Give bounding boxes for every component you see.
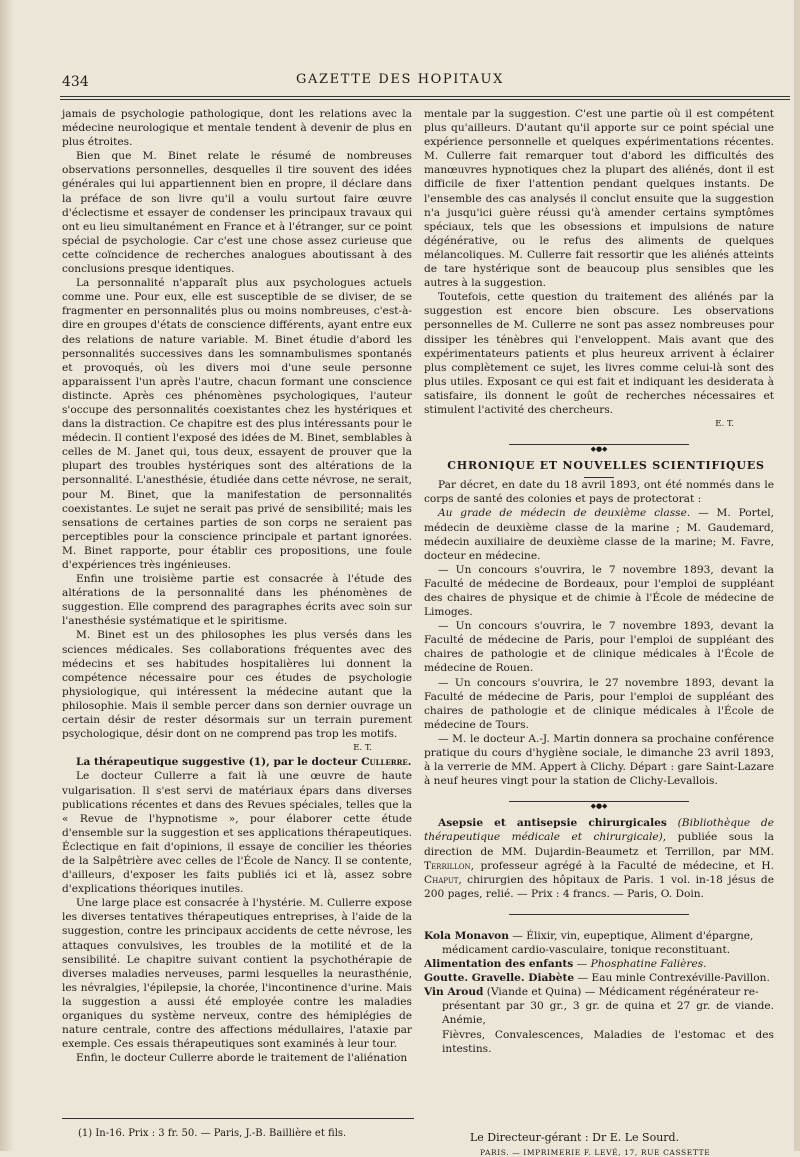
review-title: La thérapeutique suggestive bbox=[76, 756, 246, 769]
book-title: Asepsie et antisepsie chirurgicales bbox=[438, 817, 667, 830]
review-footnote-ref: (1), par le docteur bbox=[245, 756, 362, 769]
paragraph: Enfin une troisième partie est consacrée à l'étude des altérations de la personnalité dans les phénomènes de suggestion. Elle comprend des paragraphes écrits avec soin sur l'anesthésie systématique et le spiritisme. bbox=[62, 573, 412, 628]
section-divider bbox=[424, 911, 774, 917]
paragraph: Toutefois, cette question du traitement des aliénés par la suggestion est encore bien obscure. Les observations personnelles de M. Cullerre ne sont pas assez nombreuses pour dissiper les ténèbres qui l'enveloppent. Mais avant que des expérimentateurs patients et plus heureux arrivent à éclairer plus complètement ce sujet, les livres comme celui-là sont des plus utiles. Exposant ce qui est fait et indiquant les desiderata à satisfaire, ils donnent le goût de recherches nécessaires et stimulent l'activité des chercheurs. bbox=[424, 291, 774, 416]
ad-item: Alimentation des enfants — Phosphatine Falières. bbox=[424, 958, 707, 971]
section-divider: ◆●◆ bbox=[424, 798, 774, 804]
ad-item: Goutte. Gravelle. Diabète — Eau minle Contrexéville-Pavillon. bbox=[424, 972, 770, 985]
paragraph: Une large place est consacrée à l'hystérie. M. Cullerre expose les diverses tentatives thérapeutiques entreprises, à l'aide de la suggestion, contre les principaux accidents de cette névrose, les attaques convulsives, les troubles de la motilité et de la sensibilité. Le chapitre suivant contient la psychothérapie de diverses maladies nerveuses, parmi lesquelles la neurasthénie, les névralgies, l'épilepsie, la chorée, l'incontinence d'urine. Mais la suggestion a aussi été employée contre les maladies organiques du système nerveux, contre des hémiplégies de nature centrale, contre des affections médullaires, l'ataxie par exemple. Ces essais thérapeutiques sont examinés à leur tour. bbox=[62, 897, 412, 1051]
signature: E. T. bbox=[715, 419, 734, 430]
signature: E. T. bbox=[353, 743, 372, 754]
book-series: (Bibliothèque de thérapeutique médicale et chirurgicale) bbox=[424, 817, 774, 844]
paragraph: La personnalité n'apparaît plus aux psychologues actuels comme une. Pour eux, elle est susceptible de se diviser, de se fragmenter en personnalités plus ou moins nombreuses, c'est-à-dire en groupes d'états de conscience différents, ayant entre eux des relations de nature variable. M. Binet étudie d'abord les personnalités successives dans les somnambulismes spontanés et provoqués, où les divers moi d'une seule personne apparaissent l'un après l'autre, chacun formant une conscience distincte. Après ces phénomènes psychologiques, l'auteur s'occupe des personnalités coexistantes chez les hystériques et dans la distraction. Ce chapitre est des plus intéressants pour le médecin. Il contient l'exposé des idées de M. Binet, semblables à celles de M. Janet qui, tous deux, essayent de prouver que la plupart des troubles hystériques sont des altérations de la personnalité. L'anesthésie, étudiée dans cette névrose, ne serait, pour M. Binet, que la manifestation de personnalités coexistantes. Le sujet ne serait pas privé de sensibilité; mais les sensations de certaines parties de son corps ne seraient pas perceptibles pour la conscience principale et partant ignorées. M. Binet rapporte, pour établir ces propositions, une foule d'expériences très ingénieuses. bbox=[62, 277, 412, 571]
ad-item-continuation: Fièvres, Convalescences, Maladies de l'estomac et des intestins. bbox=[442, 1028, 774, 1055]
paragraph: jamais de psychologie pathologique, dont les relations avec la médecine neurologique et mentale tendent à devenir de plus en plus étroites. bbox=[62, 108, 412, 149]
news-item: — M. le docteur A.-J. Martin donnera sa prochaine conférence pratique du cours d'hygiène sociale, le dimanche 23 avril 1893, à la verrerie de MM. Appert à Clichy. Départ : gare Saint-Lazare à neuf heures vingt pour la station de Clichy-Levallois. bbox=[424, 732, 774, 788]
news-item: Au grade de médecin de deuxième classe. — M. Portel, médecin de deuxième classe de la marine ; M. Gaudemard, médecin auxiliaire de deuxième classe de la marine; M. Favre, docteur en médecine. bbox=[424, 507, 774, 562]
ad-item: Vin Aroud (Viande et Quina) — Médicament régénérateur re- bbox=[424, 986, 759, 999]
advertisements bbox=[424, 929, 774, 1056]
paragraph: Enfin, le docteur Cullerre aborde le traitement de l'aliénation bbox=[76, 1052, 408, 1065]
gerant-line: Le Directeur-gérant : Dr E. Le Sourd. bbox=[470, 1131, 680, 1144]
paragraph: Bien que M. Binet relate le résumé de nombreuses observations personnelles, desquelles il tire souvent des idées générales qui lui appartiennent bien en propre, il déclare dans la préface de son livre qu'il a voulu surtout faire œuvre d'éclectisme et essayer de condenser les principaux travaux qui ont eu lieu simultanément en France et à l'étranger, sur ce point spécial de psychologie. Car c'est une chose assez curieuse que cette coïncidence de recherches analogues aboutissant à des conclusions presque identiques. bbox=[62, 150, 412, 276]
paragraph: mentale par la suggestion. C'est une partie où il est compétent plus qu'ailleurs. D'autant qu'il apporte sur ce point spécial une expérience personnelle et quelques expérimentations récentes. M. Cullerre fait remarquer tout d'abord les difficultés des manœuvres hypnotiques chez la plupart des aliénés, dont il est difficile de fixer l'attention pendant quelques instants. De l'ensemble des cas analysés il conclut ensuite que la suggestion n'a jusqu'ici guère réussi qu'à amender certains symptômes spéciaux, tels que les obsessions et impulsions de nature dégénérative, ou le refus des aliments de quelques mélancoliques. M. Cullerre fait ressortir que les aliénés atteints de tare hystérique sont de beaucoup plus sensibles que les autres à la suggestion. bbox=[424, 108, 774, 290]
ad-item: Kola Monavon — Élixir, vin, eupeptique, Aliment d'épargne, bbox=[424, 929, 754, 942]
news-item: Par décret, en date du 18 avril 1893, ont été nommés dans le corps de santé des colonies et pays de protectorat : bbox=[424, 479, 774, 506]
news-item: — Un concours s'ouvrira, le 7 novembre 1893, devant la Faculté de médecine de Paris, pour l'emploi de suppléant des chaires de pathologie et de clinique médicales à l'École de médecine de Rouen. bbox=[424, 620, 774, 675]
printer-line: PARIS. — IMPRIMERIE F. LEVÉ, 17, RUE CASSETTE bbox=[480, 1148, 711, 1157]
paragraph: M. Binet est un des philosophes les plus versés dans les sciences médicales. Ses collaborations fréquentes avec des médecins et ses habitudes hospitalières lui donnent la compétence nécessaire pour ces études de psychologie physiologique, qui intéressent la médecine autant que la philosophie. Mais il semble percer dans son dernier ouvrage un certain désir de rester désormais sur un terrain purement psychologique, désir dont on ne comprend pas trop les motifs. bbox=[62, 629, 412, 741]
left-column bbox=[62, 107, 412, 1065]
news-item: — Un concours s'ouvrira, le 27 novembre 1893, devant la Faculté de médecine de Paris, pour l'emploi de suppléant des chaires de pathologie et de clinique médicales à l'École de médecine de Tours. bbox=[424, 676, 774, 731]
section-divider: ◆●◆ bbox=[424, 441, 774, 447]
header-rule-bottom bbox=[60, 99, 790, 100]
right-column bbox=[424, 107, 774, 1056]
review-heading: La thérapeutique suggestive (1), par le docteur Cullerre. bbox=[76, 756, 412, 769]
ad-item-continuation: présentant par 30 gr., 3 gr. de quina et 27 gr. de viande. Anémie, bbox=[442, 1000, 774, 1027]
news-item: — Un concours s'ouvrira, le 7 novembre 1893, devant la Faculté de médecine de Bordeaux, pour l'emploi de suppléant des chaires de physique et de chimie à l'École de médecine de Limoges. bbox=[424, 563, 774, 619]
page-number: 434 bbox=[62, 74, 89, 90]
news-item-italic: Au grade de médecin de deuxième classe. bbox=[438, 507, 691, 520]
page-binding-shadow bbox=[0, 0, 14, 1151]
review-author: Cullerre bbox=[361, 756, 408, 769]
paragraph: Le docteur Cullerre a fait là une œuvre de haute vulgarisation. Il s'est servi de matériaux épars dans diverses publications récentes et dans des Revues spéciales, telles que la « Revue de l'hypnotisme », pour élaborer cette étude d'ensemble sur la suggestion et ses applications thérapeutiques. Éclectique en fait d'opinions, il essaye de concilier les théories de la Salpêtrière avec celles de l'École de Nancy. Il se contente, d'ailleurs, d'exposer les faits publiés ici et là, assez sobre d'explications théoriques inutiles. bbox=[62, 770, 412, 896]
header-rule-top bbox=[60, 96, 790, 97]
chronique-heading: CHRONIQUE ET NOUVELLES SCIENTIFIQUES bbox=[424, 459, 774, 478]
page-edge bbox=[794, 0, 800, 1151]
book-notice: Asepsie et antisepsie chirurgicales (Bibliothèque de thérapeutique médicale et chirurgicale), publiée sous la direction de MM. Dujardin-Beaumetz et Terrillon, par MM. Terrillon, professeur agrégé à la Faculté de médecine, et H. Chaput, chirurgien des hôpitaux de Paris. 1 vol. in-18 jésus de 200 pages, relié. — Prix : 4 francs. — Paris, O. Doin. bbox=[424, 817, 774, 900]
running-title: GAZETTE DES HOPITAUX bbox=[296, 72, 504, 87]
ad-item-continuation: médicament cardio-vasculaire, tonique reconstituant. bbox=[442, 943, 731, 956]
footnote: (1) In-16. Prix : 3 fr. 50. — Paris, J.-B. Baillière et fils. bbox=[78, 1128, 347, 1139]
footnote-rule bbox=[62, 1118, 414, 1119]
